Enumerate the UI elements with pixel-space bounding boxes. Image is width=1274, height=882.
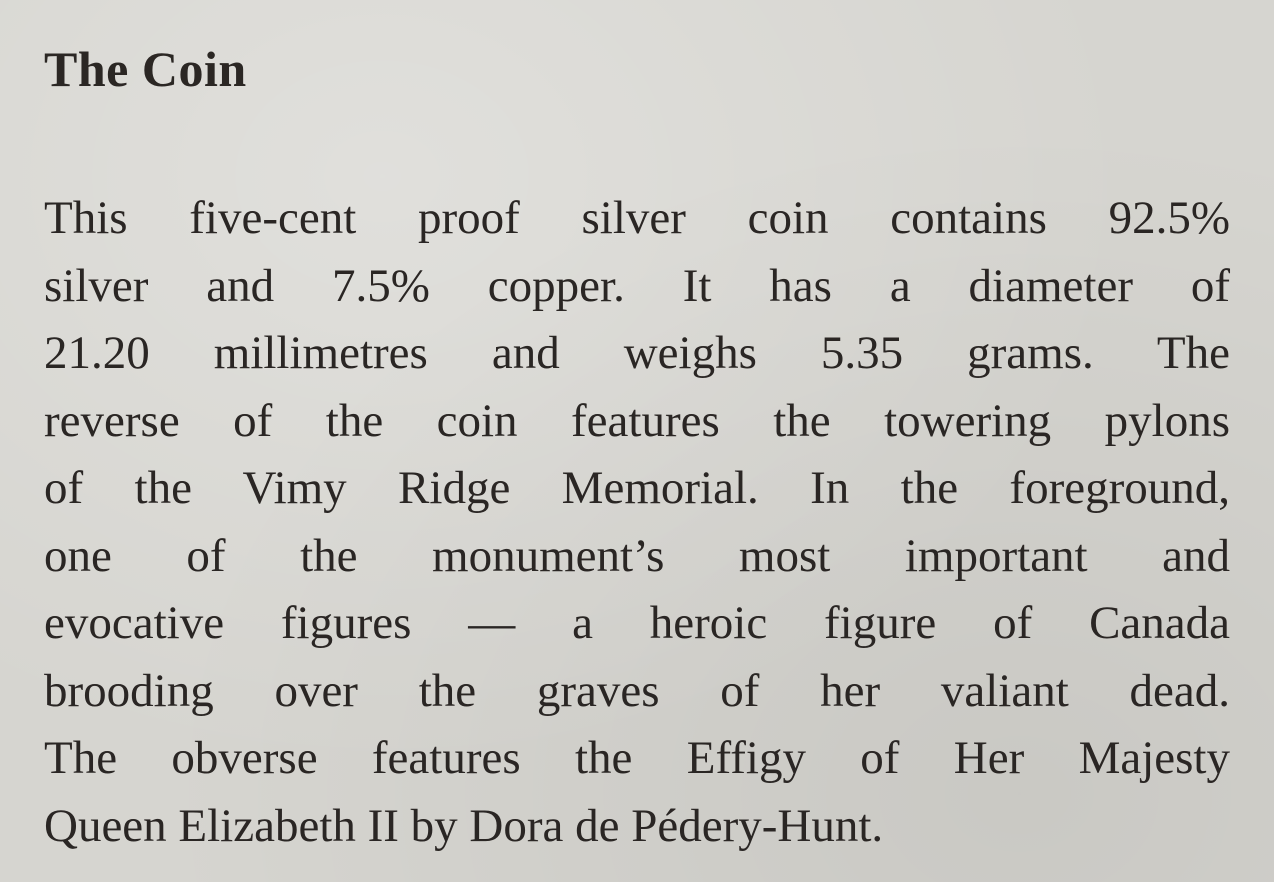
paragraph-line: 21.20 millimetres and weighs 5.35 grams. The — [44, 327, 1230, 379]
paragraph-line: Queen Elizabeth II by Dora de Pédery-Hunt. — [44, 799, 884, 852]
paragraph-line: This five-cent proof silver coin contains 92.5% — [44, 192, 1230, 244]
paragraph-line: reverse of the coin features the towering pylons — [44, 394, 1230, 447]
paragraph-line: one of the monument’s most important and — [44, 529, 1230, 582]
section-heading: The Coin — [44, 41, 247, 97]
paragraph-line: evocative figures — a heroic figure of Canada — [44, 597, 1230, 649]
paragraph-line: brooding over the graves of her valiant dead. — [44, 664, 1230, 717]
coin-description-paragraph — [44, 185, 1230, 860]
paragraph-line: The obverse features the Effigy of Her Majesty — [44, 732, 1230, 784]
paragraph-line: silver and 7.5% copper. It has a diameter of — [44, 259, 1230, 312]
paragraph-line: of the Vimy Ridge Memorial. In the foreground, — [44, 462, 1230, 514]
